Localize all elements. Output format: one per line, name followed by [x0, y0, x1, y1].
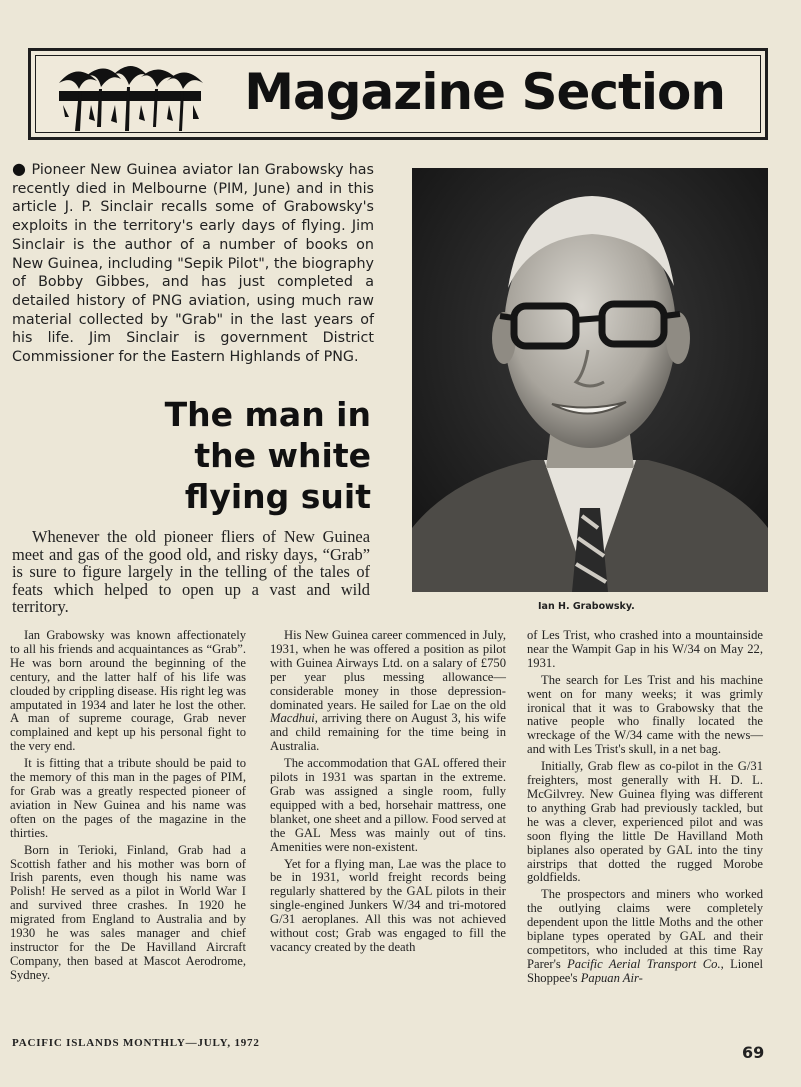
paragraph: of Les Trist, who crashed into a mountainside near the Wampit Gap in his W/34 on May 22, 1931.	[527, 628, 763, 670]
article-lede: Whenever the old pioneer fliers of New Guinea meet and gas of the good old, and risky days, “Grab” is sure to figure largely in the telling of the tales of feats which helped to open up a vast and wild territory.	[12, 527, 370, 617]
headline-line-1: The man in	[164, 395, 371, 434]
paragraph: The accommodation that GAL offered their pilots in 1931 was spartan in the extreme. Grab was assigned a single room, fully equipped with a bed, horsehair mattress, one blanket, one sheet and a pillow. Food served at the GAL Mess was mainly out of tins. Amenities were non-existent.	[270, 756, 506, 854]
column-1	[10, 629, 246, 986]
bullet-icon: ●	[12, 159, 27, 178]
magazine-section-title: Magazine Section	[244, 63, 725, 121]
paragraph: His New Guinea career commenced in July, 1931, when he was offered a position as pilot with Guinea Airways Ltd. on a salary of £750 per year plus messing allowance—considerable money in those depression-dominated years. He sailed for Lae on the old Macdhui, arriving there on August 3, his wife and child remaining for the time being in Australia.	[270, 628, 506, 754]
publication-footer: PACIFIC ISLANDS MONTHLY—JULY, 1972	[12, 1037, 260, 1049]
portrait-photo	[412, 168, 768, 592]
photo-caption: Ian H. Grabowsky.	[538, 601, 635, 612]
paragraph: Yet for a flying man, Lae was the place to be in 1931, world freight records being regularly shattered by the GAL pilots in their single-engined Junkers W/34 and tri-motored G/31 aeroplanes. All this was not achieved without cost; Grab was engaged to fill the vacancy created by the death	[270, 856, 506, 954]
column-3	[527, 629, 763, 989]
headline-line-2: the white	[194, 436, 371, 475]
paragraph: The prospectors and miners who worked the outlying claims were completely dependent upon the little Moths and the other biplane types operated by GAL and their competitors, who included at this time Ray Parer's Pacific Aerial Transport Co., Lionel Shoppee's Papuan Air-	[527, 887, 763, 985]
intro-blurb	[12, 160, 374, 367]
headline-line-3: flying suit	[184, 477, 371, 516]
intro-text: Pioneer New Guinea aviator Ian Grabowsky has recently died in Melbourne (PIM, June) and in this article J. P. Sinclair recalls some of Grabowsky's exploits in the territory's early days of flying. Jim Sinclair is the author of a number of books on New Guinea, including "Sepik Pilot", the biography of Bobby Gibbes, and has just completed a detailed history of PNG aviation, using much raw material collected by "Grab" in the last years of his life. Jim Sinclair is government District Commissioner for the Eastern Highlands of PNG.	[12, 162, 374, 366]
paragraph: The search for Les Trist and his machine went on for many weeks; it was grimly ironical that it was to Grabowsky that the native people who finally located the wreckage of the W/34 came with the news—and with Les Trist's skull, in a net bag.	[527, 672, 763, 757]
paragraph: Ian Grabowsky was known affectionately to all his friends and acquaintances as “Grab”. He was born around the beginning of the century, and the latter half of his life was clouded by crippling disease. His right leg was amputated in 1934 and later he lost the other. A man of supreme courage, Grab never complained and kept up his personal fight to the very end.	[10, 628, 246, 754]
company-name: Pacific Aerial Transport Co.,	[567, 956, 724, 971]
ship-name: Macdhui,	[270, 711, 318, 726]
article-headline	[165, 394, 371, 517]
palm-trees-icon	[55, 61, 205, 133]
paragraph: Initially, Grab flew as co-pilot in the G/31 freighters, most generally with H. D. L. McGilvrey. New Guinea flying was different to anything Grab had previously tackled, but he was a clever, experienced pilot and was soon flying the little De Havilland Moth biplanes also operated by GAL into the tiny airstrips that dotted the rugged Morobe goldfields.	[527, 759, 763, 885]
page-number: 69	[742, 1043, 765, 1062]
paragraph: Born in Terioki, Finland, Grab had a Scottish father and his mother was born of Irish parents, even though his name was Polish! He served as a pilot in World War I and survived three crashes. In 1920 he migrated from England to Australia and by 1930 he was sales manager and chief instructor for the De Havilland Aircraft Company, then based at Mascot Aerodrome, Sydney.	[10, 842, 246, 982]
masthead-banner	[28, 48, 768, 140]
column-2	[270, 629, 506, 958]
paragraph: It is fitting that a tribute should be paid to the memory of this man in the pages of PIM, for Grab was a greatly respected pioneer of aviation in New Guinea and his name was often on the pages of the magazine in the thirties.	[10, 756, 246, 840]
company-name: Papuan Air-	[580, 970, 643, 985]
